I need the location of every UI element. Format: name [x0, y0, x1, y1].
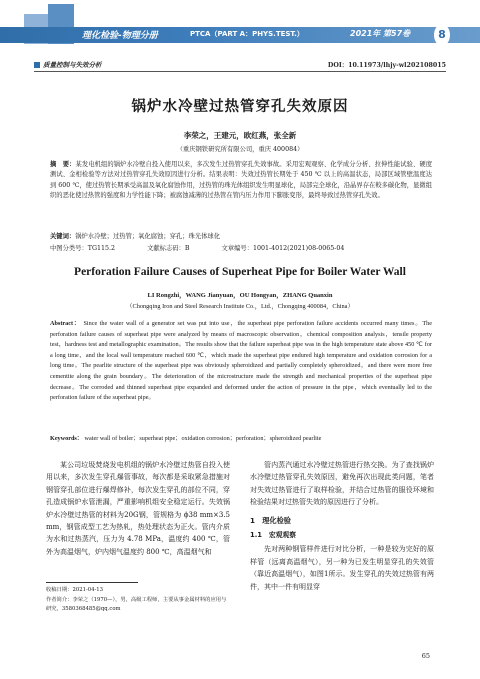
- body-left-paragraph: 某公司垃圾焚烧发电机组的锅炉水冷壁过热管自投入使用以来，多次发生穿孔爆管事故，每次都是采取紧急措施对钢管穿孔部位进行爆焊修补，每次发生穿孔的部位不同，穿孔造成锅炉水管泄漏，严重影响机组安全稳定运行。失效锅炉水冷壁过热管的材料为20G钢，管规格为 ϕ38 mm×3.5 mm，钢管成型工艺为热轧，热处理状态为正火。管内介质为水和过热蒸汽，压力为 4.78 MPa，温度约 400 ℃，管外为高温烟气，炉内烟气温度约 800 ℃，高温烟气和: [46, 461, 230, 556]
- article-number: 文章编号：1001-4012(2021)08-0065-04: [221, 245, 345, 252]
- section-heading-1: 1 理化检验: [250, 515, 291, 525]
- affiliation-en: （Chongqing Iron and Steel Research Institute Co.，Ltd.，Chongqing 400084，China）: [126, 303, 354, 310]
- doc-code: 文献标志码：B: [147, 245, 190, 252]
- keywords-en-text: water wall of boiler；superheat pipe；oxidation corrosion；perforation；spheroidized pearlite: [84, 435, 322, 442]
- keywords-cn-text: 锅炉水冷壁；过热管；氧化腐蚀；穿孔；珠光体球化: [75, 233, 221, 240]
- body-left-column: [46, 459, 230, 558]
- doi: DOI：10.11973/lhjy-wl202108015: [327, 62, 446, 69]
- body-right-column: [250, 459, 434, 593]
- abstract-en-text: Since the water wall of a generator set was put into use，the superheat pipe perforation failure accidents occurred many times。The perforation failure causes of superheat pipe were analyzed by means of macroscopic observation，chemical composition analysis，tensile property test，hardness test and metallographic examination。The results show that the failure superheat pipe was in the high temperature state above 450 ℃ for a long time，and the local wall temperature reached 600 ℃，which made the superheat pipe endured high temperature and oxidation corrosion for a long time。The pearlite structure of the superheat pipe was obviously spheroidized and partially completely spheroidized，and there were more free cementite along the grain boundary。The deterioration of the microstructure made the strength and mechanical properties of the superheat pipe decrease。The corroded and thinned superheat pipe expanded and deformed under the action of pressure in the pipe，which eventually led to the perforation failure of the superheat pipe。: [50, 320, 432, 402]
- abstract-en: [50, 319, 432, 404]
- meta-cn: [50, 243, 432, 252]
- category-label: [34, 60, 102, 69]
- keywords-cn-label: 关键词：: [50, 233, 76, 240]
- page-number: 65: [421, 652, 430, 660]
- clc-number: 中图分类号：TG115.2: [50, 245, 116, 252]
- journal-volume: 2021年 第57卷: [350, 29, 411, 38]
- authors-cn: 李荣之，王建元，欧红燕，张全新: [183, 131, 297, 140]
- title-en: Perforation Failure Causes of Superheat Pipe for Boiler Water Wall: [74, 266, 406, 278]
- abstract-cn-label: 摘 要：: [50, 161, 76, 168]
- abstract-cn: [50, 160, 432, 202]
- footnote-author: 作者简介：李荣之（1970—），男，高级工程师，主要从事金属材料的应用与研究，3580368485@qq.com: [46, 597, 227, 612]
- keywords-en: [50, 433, 432, 442]
- journal-center-title: PTCA（PART A：PHYS.TEST.）: [190, 30, 304, 38]
- abstract-cn-text: 某发电机组的锅炉水冷壁自投入使用以来，多次发生过热管穿孔失效事故。采用宏观观察、化学成分分析、拉伸性能试验、硬度测试、金相检验等方法对过热管穿孔失效原因进行分析。结果表明：失效过热管长期处于 450 ℃ 以上的高温状态，局部区域管壁温度达到 600 ℃，使过热管长期承受高温及氧化腐蚀作用，过热管的珠光体组织发生明显球化，局部完全球化，沿晶界存在較多碳化物，显微组织的恶化使过热管的强度和力学性能下降；被腐蚀减薄的过热管在管内压力作用下膨胀变形，最终导致过热管穿孔失效。: [50, 161, 433, 200]
- abstract-en-label: Abstract：: [50, 320, 81, 327]
- footnote-divider: [46, 582, 138, 583]
- section-heading-1-1: 1.1 宏观观察: [250, 531, 297, 540]
- category-marker-icon: [34, 62, 40, 68]
- body-right-paragraph-2: 先对两种钢管样件进行对比分析，一种是较为完好的原样管（远离高温烟气），另一种为已发生明显穿孔的失效管（靠近高温烟气），如图1所示。发生穿孔的失效过热管有两件，其中一件有明显穿: [250, 545, 434, 591]
- footnote-received: 收稿日期：2021-04-13: [46, 587, 104, 593]
- keywords-en-label: Keywords：: [50, 435, 83, 442]
- keywords-cn: [50, 231, 432, 240]
- affiliation-cn: （重庆钢铁研究所有限公司，重庆 400084）: [176, 146, 304, 153]
- title-cn: 锅炉水冷壁过热管穿孔失效原因: [131, 99, 349, 115]
- issue-number-badge: 8: [434, 24, 450, 46]
- journal-section-title: 理化检验-物理分册: [82, 31, 158, 41]
- authors-en: LI Rongzhi，WANG Jianyuan，OU Hongyan，ZHANG Quanxin: [147, 292, 333, 299]
- category-text: 质量控制与失效分析: [43, 61, 102, 69]
- body-right-paragraph-1: 管内蒸汽通过水冷壁过热管进行热交换。为了查找锅炉水冷壁过热管穿孔失效原因，避免再次出现此类问题，笔者对失效过热管进行了取样检验，并结合过热管的服役环境和检验结果对过热管失效的原因进行了分析。: [250, 461, 434, 507]
- header-divider: [34, 71, 446, 72]
